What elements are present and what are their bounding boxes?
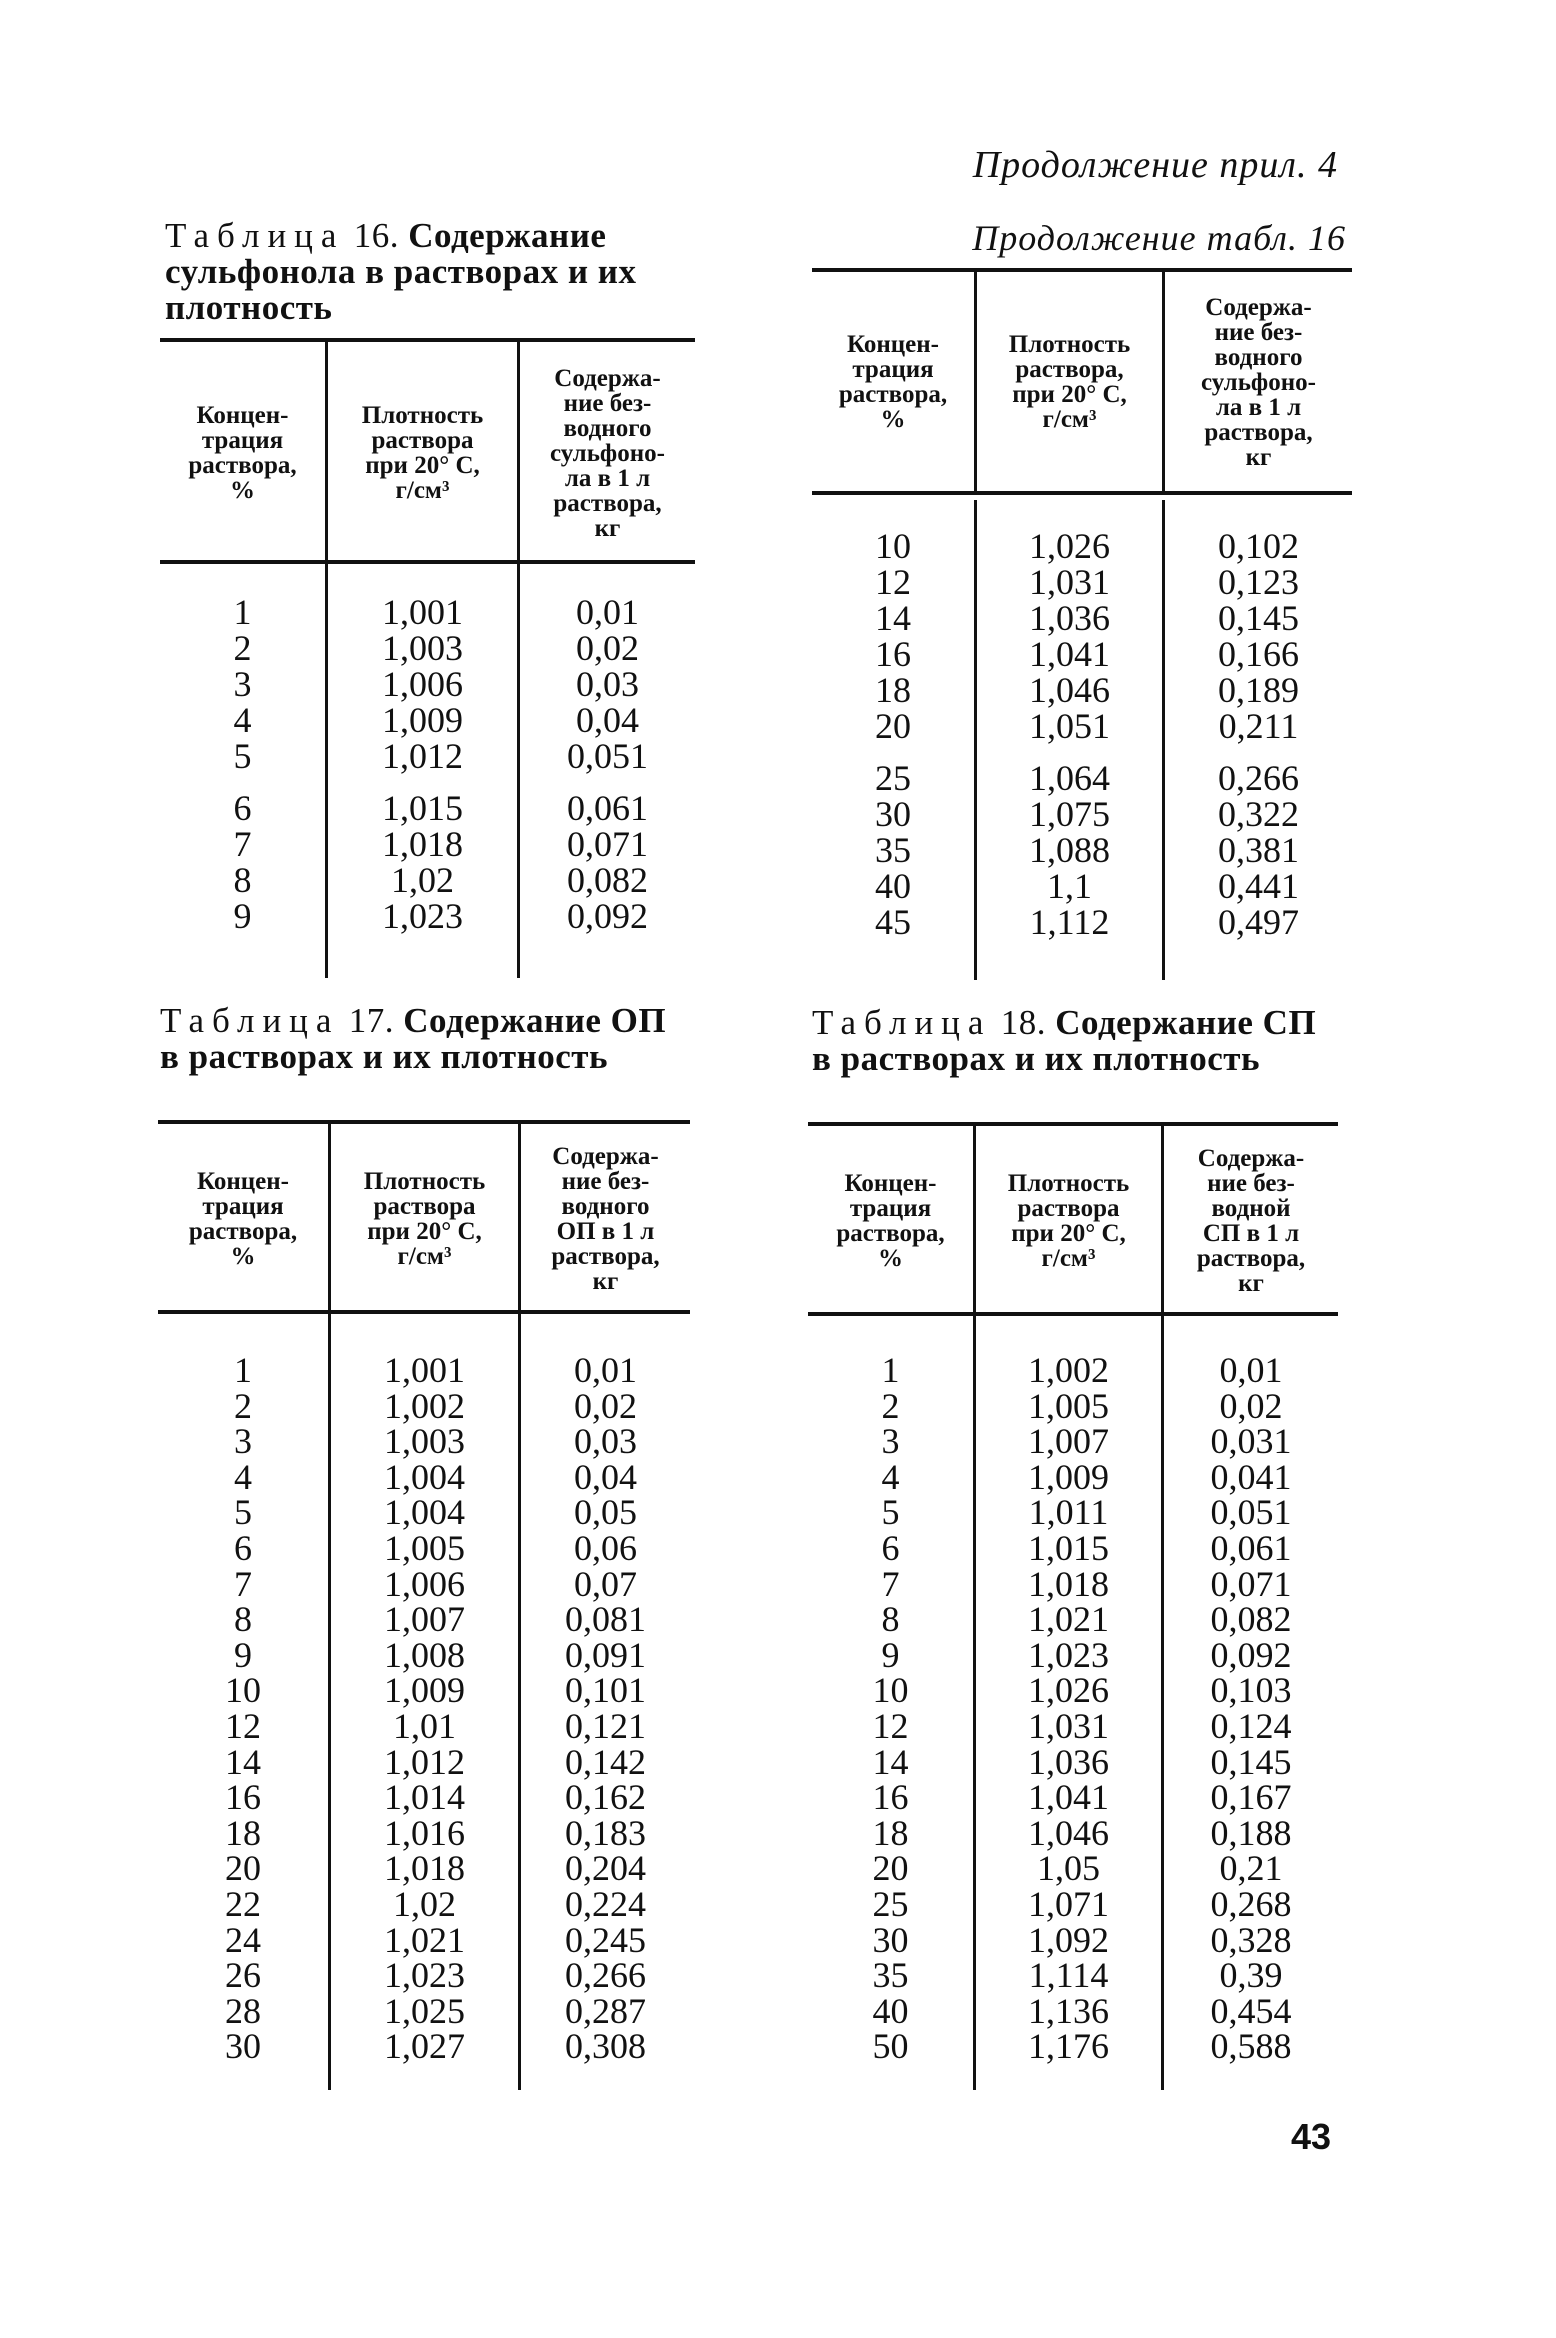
content-cell: 0,588 — [1210, 2026, 1292, 2067]
content-cell: 0,268 — [1210, 1884, 1292, 1924]
content-cell: 0,092 — [1210, 1634, 1292, 1675]
concentration-cell: 2 — [234, 1385, 252, 1426]
concentration-cell: 25 — [872, 1884, 909, 1924]
content-cell: 0,03 — [574, 1421, 637, 1462]
density-cell: 1,026 — [1028, 1670, 1109, 1711]
concentration-cell: 10 — [225, 1670, 261, 1711]
content-cell: 0,02 — [1219, 1385, 1283, 1426]
density-cell: 1,051 — [1029, 706, 1110, 746]
table18-title-word: Таблица — [812, 1003, 992, 1042]
concentration-cell: 25 — [875, 758, 911, 798]
concentration-cell: 30 — [225, 2026, 261, 2067]
table16-title-text: Содержание сульфонола в растворах и их плотность — [165, 216, 637, 327]
density-cell: 1,088 — [1029, 830, 1110, 870]
content-cell: 0,287 — [565, 1990, 646, 2031]
content-cell: 0,092 — [567, 896, 648, 936]
table16-title-word: Таблица — [165, 216, 345, 255]
concentration-cell: 4 — [881, 1456, 900, 1497]
concentration-cell: 7 — [233, 824, 252, 864]
content-cell: 0,121 — [565, 1706, 646, 1746]
content-cell: 0,145 — [1218, 598, 1299, 638]
density-cell: 1,05 — [1037, 1848, 1100, 1889]
density-cell: 1,007 — [384, 1599, 465, 1640]
content-cell: 0,081 — [565, 1599, 646, 1640]
concentration-cell: 3 — [233, 664, 252, 704]
concentration-cell: 20 — [875, 706, 911, 746]
concentration-cell: 6 — [234, 1528, 252, 1568]
density-cell: 1,005 — [1028, 1385, 1109, 1426]
content-cell: 0,204 — [565, 1848, 646, 1889]
concentration-cell: 2 — [233, 628, 252, 668]
content-cell: 0,02 — [574, 1385, 637, 1426]
concentration-cell: 7 — [881, 1563, 900, 1604]
content-cell: 0,082 — [1210, 1599, 1292, 1640]
table17-title-number: 17. — [348, 1001, 394, 1040]
concentration-cell: 14 — [225, 1741, 261, 1782]
content-cell: 0,071 — [567, 824, 648, 864]
density-cell: 1,026 — [1029, 526, 1110, 566]
concentration-cell: 14 — [872, 1741, 909, 1782]
content-cell: 0,01 — [1219, 1350, 1283, 1390]
concentration-cell: 20 — [872, 1848, 909, 1889]
table18-top-rule — [808, 1122, 1338, 1126]
concentration-cell: 3 — [881, 1421, 900, 1462]
density-cell: 1,046 — [1029, 670, 1110, 710]
concentration-cell: 8 — [881, 1599, 900, 1640]
density-cell: 1,009 — [384, 1670, 465, 1711]
table16-continued-header-rule — [812, 491, 1352, 495]
concentration-cell: 30 — [872, 1919, 909, 1960]
page-number: 43 — [1290, 2116, 1331, 2157]
content-cell: 0,051 — [567, 736, 648, 776]
density-cell: 1,006 — [382, 664, 463, 704]
content-cell: 0,04 — [576, 700, 639, 740]
table18-header-concentration: Концен- трация раствора, % — [836, 1170, 945, 1272]
table16-header-content: Содержа- ние без- водного сульфоно- ла в 1 л раствора, кг — [550, 364, 665, 542]
table16-continued-label: Продолжение табл. 16 — [972, 218, 1346, 258]
density-cell: 1,011 — [1028, 1492, 1109, 1533]
density-cell: 1,014 — [384, 1777, 465, 1818]
content-cell: 0,245 — [565, 1919, 646, 1960]
density-cell: 1,002 — [384, 1385, 465, 1426]
content-cell: 0,124 — [1210, 1706, 1292, 1746]
content-cell: 0,167 — [1210, 1777, 1292, 1818]
content-cell: 0,02 — [576, 628, 639, 668]
density-cell: 1,001 — [384, 1350, 465, 1390]
density-cell: 1,001 — [382, 592, 463, 632]
density-cell: 1,071 — [1028, 1884, 1109, 1924]
content-cell: 0,454 — [1210, 1990, 1292, 2031]
density-cell: 1,1 — [1047, 866, 1092, 906]
table16-header-density: Плотность раствора при 20° С, г/см³ — [361, 402, 484, 504]
table16-continued — [812, 268, 1352, 980]
density-cell: 1,005 — [384, 1528, 465, 1568]
density-cell: 1,016 — [384, 1812, 465, 1853]
concentration-cell: 9 — [234, 1634, 252, 1675]
content-cell: 0,04 — [574, 1456, 637, 1497]
concentration-cell: 30 — [875, 794, 911, 834]
content-cell: 0,39 — [1219, 1955, 1283, 1996]
concentration-cell: 40 — [872, 1990, 909, 2031]
content-cell: 0,071 — [1210, 1563, 1292, 1604]
content-cell: 0,031 — [1210, 1421, 1292, 1462]
concentration-cell: 8 — [234, 1599, 252, 1640]
content-cell: 0,162 — [565, 1777, 646, 1818]
table18-title-text: Содержание СП в растворах и их плотность — [812, 1003, 1317, 1078]
density-cell: 1,027 — [384, 2026, 465, 2067]
concentration-cell: 7 — [234, 1563, 252, 1604]
concentration-cell: 5 — [881, 1492, 900, 1533]
density-cell: 1,018 — [1028, 1563, 1109, 1604]
concentration-cell: 26 — [225, 1955, 261, 1996]
table16-header-rule — [160, 560, 695, 564]
table18-header-density: Плотность раствора при 20° С, г/см³ — [1007, 1170, 1130, 1272]
table17-title-text: Содержание ОП в растворах и их плотность — [160, 1001, 667, 1076]
density-cell: 1,023 — [1028, 1634, 1109, 1675]
concentration-cell: 16 — [875, 634, 911, 674]
table18 — [808, 1122, 1338, 2090]
concentration-cell: 1 — [234, 1350, 252, 1390]
concentration-cell: 2 — [881, 1385, 900, 1426]
density-cell: 1,01 — [393, 1706, 456, 1746]
content-cell: 0,183 — [565, 1812, 646, 1853]
density-cell: 1,075 — [1029, 794, 1110, 834]
density-cell: 1,112 — [1029, 902, 1110, 942]
concentration-cell: 12 — [872, 1706, 909, 1746]
density-cell: 1,176 — [1028, 2026, 1109, 2067]
table16-continued-top-rule — [812, 268, 1352, 272]
density-cell: 1,002 — [1028, 1350, 1109, 1390]
density-cell: 1,018 — [382, 824, 463, 864]
table17 — [158, 1120, 690, 2090]
content-cell: 0,266 — [1218, 758, 1299, 798]
density-cell: 1,02 — [391, 860, 454, 900]
content-cell: 0,05 — [574, 1492, 637, 1533]
table18-header-content: Содержа- ние без- водной СП в 1 л раствора, кг — [1196, 1145, 1306, 1297]
density-cell: 1,031 — [1029, 562, 1110, 602]
concentration-cell: 14 — [875, 598, 911, 638]
table16-continued-header-density: Плотность раствора, при 20° С, г/см³ — [1008, 331, 1131, 433]
content-cell: 0,266 — [565, 1955, 646, 1996]
density-cell: 1,041 — [1028, 1777, 1109, 1818]
density-cell: 1,025 — [384, 1990, 465, 2031]
concentration-cell: 1 — [233, 592, 252, 632]
concentration-cell: 16 — [225, 1777, 261, 1818]
density-cell: 1,018 — [384, 1848, 465, 1889]
density-cell: 1,009 — [1028, 1456, 1109, 1497]
concentration-cell: 6 — [233, 788, 252, 828]
concentration-cell: 40 — [875, 866, 911, 906]
content-cell: 0,145 — [1210, 1741, 1292, 1782]
table16-title — [165, 218, 705, 326]
density-cell: 1,041 — [1029, 634, 1110, 674]
density-cell: 1,004 — [384, 1492, 465, 1533]
density-cell: 1,064 — [1029, 758, 1110, 798]
content-cell: 0,188 — [1210, 1812, 1292, 1853]
concentration-cell: 24 — [225, 1919, 261, 1960]
density-cell: 1,092 — [1028, 1919, 1109, 1960]
table18-title-number: 18. — [1000, 1003, 1046, 1042]
density-cell: 1,036 — [1028, 1741, 1109, 1782]
content-cell: 0,06 — [574, 1528, 637, 1568]
density-cell: 1,015 — [382, 788, 463, 828]
density-cell: 1,046 — [1028, 1812, 1109, 1853]
concentration-cell: 5 — [233, 736, 252, 776]
content-cell: 0,01 — [576, 592, 639, 632]
concentration-cell: 22 — [225, 1884, 261, 1924]
content-cell: 0,103 — [1210, 1670, 1292, 1711]
density-cell: 1,114 — [1028, 1955, 1109, 1996]
density-cell: 1,004 — [384, 1456, 465, 1497]
concentration-cell: 28 — [225, 1990, 261, 2031]
content-cell: 0,211 — [1218, 706, 1299, 746]
concentration-cell: 35 — [875, 830, 911, 870]
density-cell: 1,006 — [384, 1563, 465, 1604]
concentration-cell: 8 — [233, 860, 252, 900]
concentration-cell: 18 — [872, 1812, 909, 1853]
density-cell: 1,023 — [382, 896, 463, 936]
content-cell: 0,381 — [1218, 830, 1299, 870]
table16-continued-header-concentration: Концен- трация раствора, % — [838, 331, 948, 433]
content-cell: 0,328 — [1210, 1919, 1292, 1960]
content-cell: 0,101 — [565, 1670, 646, 1711]
concentration-cell: 35 — [872, 1955, 909, 1996]
concentration-cell: 12 — [225, 1706, 261, 1746]
density-cell: 1,008 — [384, 1634, 465, 1675]
density-cell: 1,012 — [384, 1741, 465, 1782]
content-cell: 0,082 — [567, 860, 648, 900]
concentration-cell: 5 — [234, 1492, 252, 1533]
table16 — [160, 338, 695, 978]
content-cell: 0,21 — [1219, 1848, 1283, 1889]
content-cell: 0,497 — [1218, 902, 1299, 942]
table16-top-rule — [160, 338, 695, 342]
concentration-cell: 9 — [233, 896, 252, 936]
density-cell: 1,031 — [1028, 1706, 1109, 1746]
content-cell: 0,441 — [1218, 866, 1299, 906]
concentration-cell: 50 — [872, 2026, 909, 2067]
table17-header-density: Плотность раствора при 20° С, г/см³ — [363, 1168, 486, 1270]
concentration-cell: 10 — [875, 526, 911, 566]
table17-title-word: Таблица — [160, 1001, 340, 1040]
content-cell: 0,102 — [1218, 526, 1299, 566]
concentration-cell: 4 — [233, 700, 252, 740]
content-cell: 0,123 — [1218, 562, 1299, 602]
content-cell: 0,01 — [574, 1350, 637, 1390]
density-cell: 1,003 — [384, 1421, 465, 1462]
content-cell: 0,166 — [1218, 634, 1299, 674]
content-cell: 0,308 — [565, 2026, 646, 2067]
concentration-cell: 9 — [881, 1634, 900, 1675]
density-cell: 1,02 — [393, 1884, 456, 1924]
density-cell: 1,007 — [1028, 1421, 1109, 1462]
density-cell: 1,036 — [1029, 598, 1110, 638]
density-cell: 1,003 — [382, 628, 463, 668]
content-cell: 0,07 — [574, 1563, 637, 1604]
density-cell: 1,015 — [1028, 1528, 1109, 1568]
running-head: Продолжение прил. 4 — [972, 144, 1338, 186]
table17-top-rule — [158, 1120, 690, 1124]
table17-header-rule — [158, 1310, 690, 1314]
table18-title — [812, 1005, 1332, 1077]
concentration-cell: 6 — [881, 1528, 900, 1568]
concentration-cell: 3 — [234, 1421, 252, 1462]
table16-header-concentration: Концен- трация раствора, % — [188, 402, 297, 504]
content-cell: 0,322 — [1218, 794, 1299, 834]
concentration-cell: 4 — [234, 1456, 252, 1497]
content-cell: 0,03 — [576, 664, 639, 704]
concentration-cell: 1 — [881, 1350, 900, 1390]
density-cell: 1,021 — [1028, 1599, 1109, 1640]
content-cell: 0,142 — [565, 1741, 646, 1782]
density-cell: 1,012 — [382, 736, 463, 776]
content-cell: 0,091 — [565, 1634, 646, 1675]
content-cell: 0,041 — [1210, 1456, 1292, 1497]
concentration-cell: 10 — [872, 1670, 909, 1711]
concentration-cell: 45 — [875, 902, 911, 942]
density-cell: 1,136 — [1028, 1990, 1109, 2031]
table18-header-rule — [808, 1312, 1338, 1316]
content-cell: 0,061 — [567, 788, 648, 828]
concentration-cell: 16 — [872, 1777, 909, 1818]
table16-continued-header-content: Содержа- ние без- водного сульфоно- ла в 1 л раствора, кг — [1201, 293, 1316, 471]
table17-title — [160, 1003, 680, 1075]
table16-title-number: 16. — [353, 216, 399, 255]
table17-header-content: Содержа- ние без- водного ОП в 1 л раствора, кг — [551, 1143, 660, 1295]
density-cell: 1,023 — [384, 1955, 465, 1996]
concentration-cell: 20 — [225, 1848, 261, 1889]
concentration-cell: 18 — [225, 1812, 261, 1853]
concentration-cell: 12 — [875, 562, 911, 602]
content-cell: 0,224 — [565, 1884, 646, 1924]
density-cell: 1,021 — [384, 1919, 465, 1960]
content-cell: 0,051 — [1210, 1492, 1292, 1533]
content-cell: 0,061 — [1210, 1528, 1292, 1568]
table17-header-concentration: Концен- трация раствора, % — [188, 1168, 298, 1270]
concentration-cell: 18 — [875, 670, 911, 710]
content-cell: 0,189 — [1218, 670, 1299, 710]
density-cell: 1,009 — [382, 700, 463, 740]
